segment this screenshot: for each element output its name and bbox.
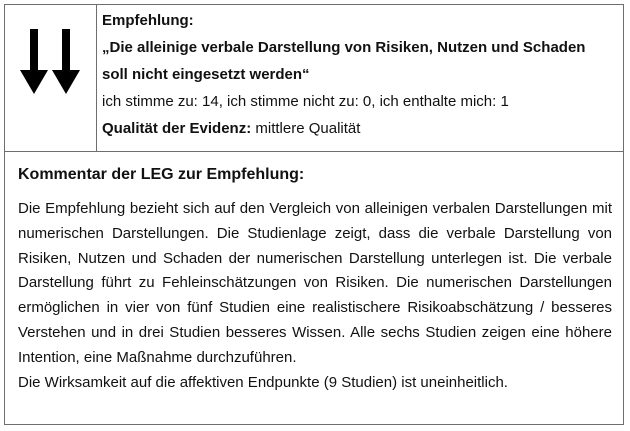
- evidence-label: Qualität der Evidenz:: [102, 120, 252, 137]
- recommendation-statement-cont: soll nicht eingesetzt werden“: [102, 66, 310, 83]
- recommendation-box: [4, 4, 624, 425]
- recommendation-row: [5, 5, 623, 152]
- recommendation-text: [102, 7, 617, 142]
- double-down-arrow-icon: [20, 29, 82, 95]
- comment-paragraph-2: Die Wirksamkeit auf die affektiven Endpunkte (9 Studien) ist uneinheitlich.: [18, 373, 508, 391]
- strength-cell: [5, 5, 97, 151]
- comment-heading: Kommentar der LEG zur Empfehlung:: [18, 166, 305, 183]
- evidence-value: mittlere Qualität: [251, 120, 361, 137]
- recommendation-heading: Empfehlung:: [102, 12, 194, 29]
- comment-paragraph: Die Empfehlung bezieht sich auf den Vergleich von alleinigen verbalen Darstellungen mit numerischen Darstellungen. Die Studienlage zeigt, dass die verbale Darstellung von Risiken, Nutzen und Schaden der numerischen Darstellung unterlegen ist. Die verbale Darstellung führt zu Fehleinschätzungen von Risiken. Die numerischen Darstellungen ermöglichen in vier von fünf Studien eine realistischere Risikoabschätzung / besseres Verstehen und in drei Studien besseres Wissen. Alle sechs Studien zeigen eine höhere Intention, eine Maßnahme durchzuführen.: [18, 200, 612, 366]
- recommendation-statement: „Die alleinige verbale Darstellung von Risiken, Nutzen und Schaden: [102, 39, 586, 56]
- evidence-quality: [102, 115, 617, 142]
- vote-result: ich stimme zu: 14, ich stimme nicht zu: 0, ich enthalte mich: 1: [102, 93, 509, 110]
- comment-section: [18, 163, 612, 395]
